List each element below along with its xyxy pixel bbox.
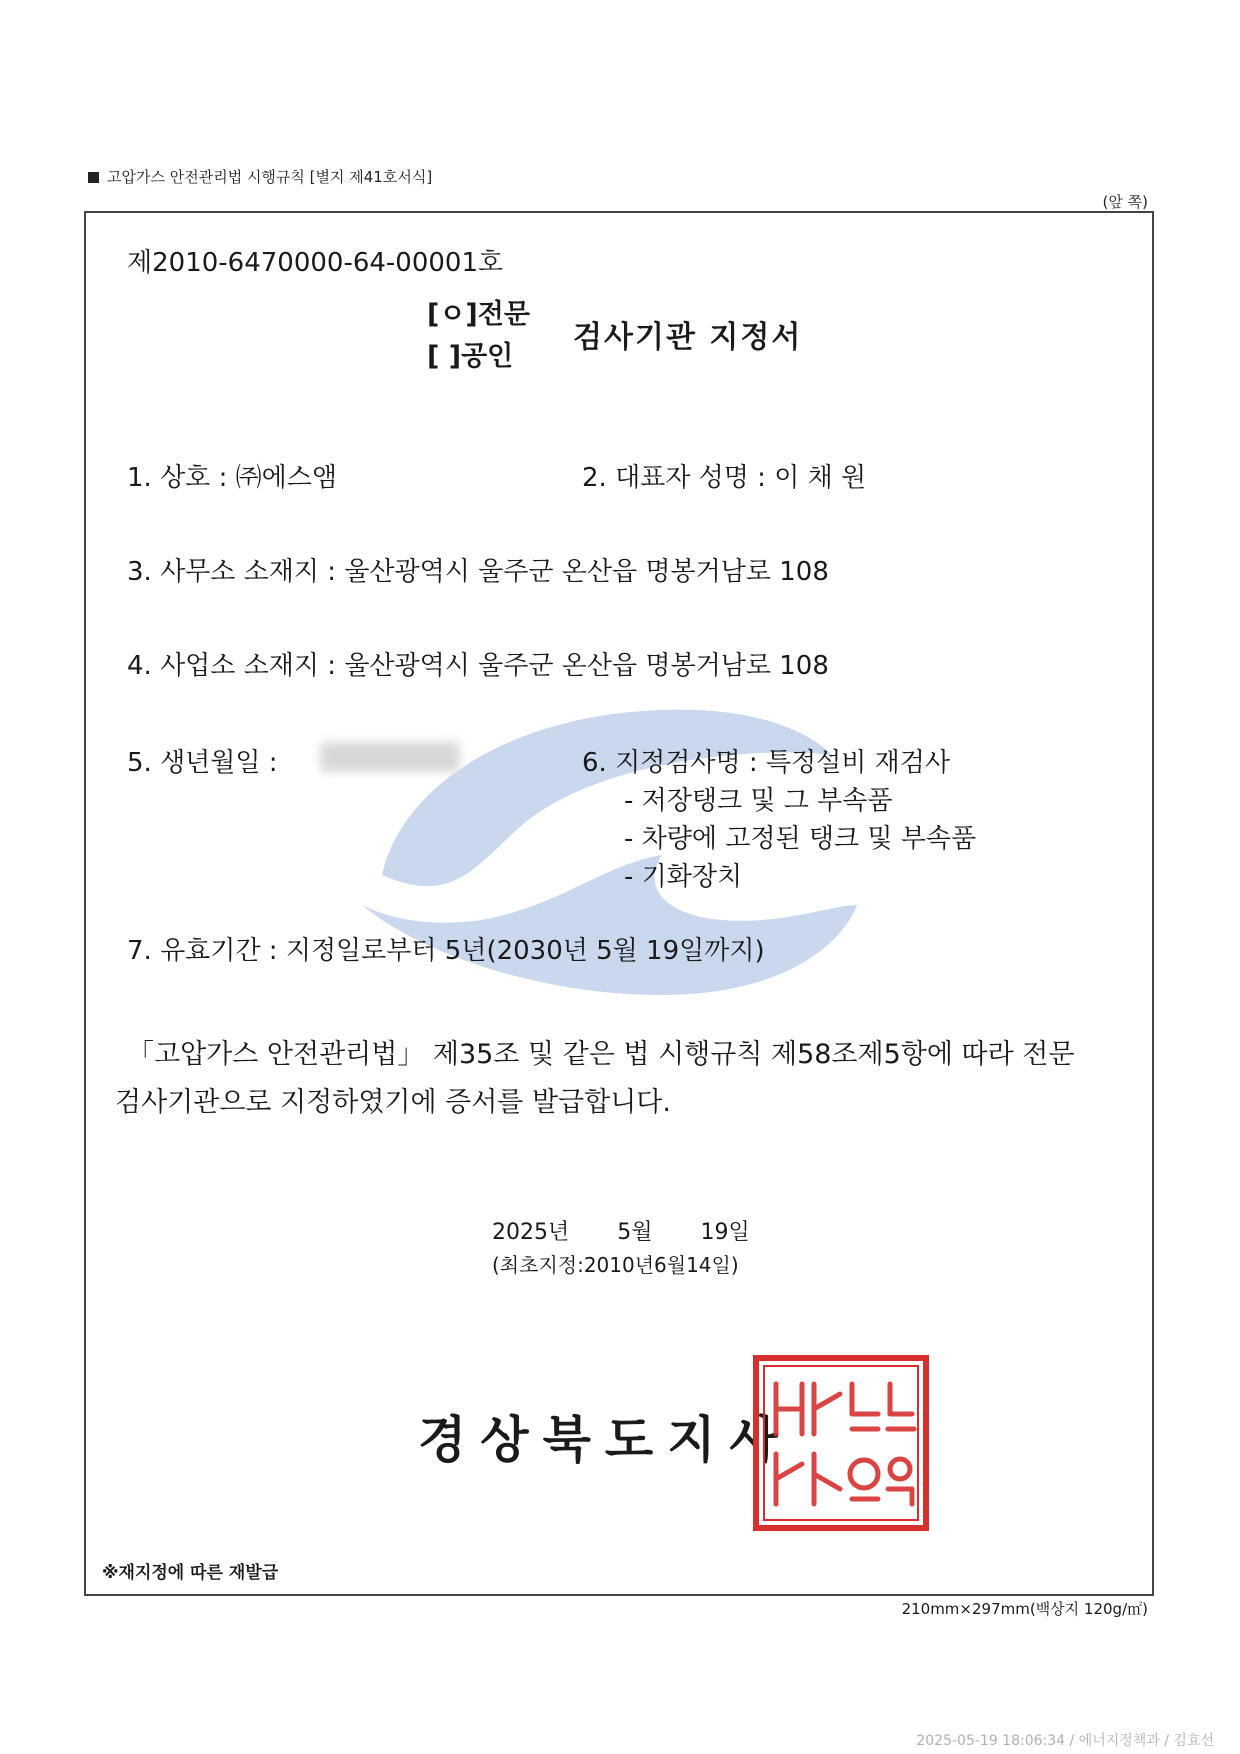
type-option-official: [ ]공인 xyxy=(427,341,514,372)
official-seal-icon xyxy=(752,1354,930,1532)
reissue-note: ※재지정에 따른 재발급 xyxy=(102,1563,279,1583)
issue-date xyxy=(492,1215,750,1246)
square-bullet-icon xyxy=(88,172,99,183)
form-label: 고압가스 안전관리법 시행규칙 [별지 제41호서식] xyxy=(88,166,432,187)
inspection-name-field: 6. 지정검사명 : 특정설비 재검사 xyxy=(582,748,951,778)
redacted-birth-date xyxy=(320,742,460,772)
issue-day: 19일 xyxy=(700,1220,750,1245)
paper-spec: 210mm×297mm(백상지 120g/㎡) xyxy=(901,1600,1148,1618)
representative-field: 2. 대표자 성명 : 이 채 원 xyxy=(582,463,867,493)
side-label: (앞 쪽) xyxy=(1102,193,1148,211)
issue-month: 5월 xyxy=(617,1220,653,1245)
statement-line: 「고압가스 안전관리법」 제35조 및 같은 법 시행규칙 제58조제5항에 따라 전문 xyxy=(127,1039,1075,1070)
inspection-item: - 차량에 고정된 탱크 및 부속품 xyxy=(624,824,977,854)
print-timestamp: 2025-05-19 18:06:34 / 에너지정책과 / 김효선 xyxy=(916,1733,1214,1749)
original-designation-date: (최초지정:2010년6월14일) xyxy=(492,1253,739,1277)
validity-field: 7. 유효기간 : 지정일로부터 5년(2030년 5월 19일까지) xyxy=(127,936,765,966)
statement-line: 검사기관으로 지정하였기에 증서를 발급합니다. xyxy=(115,1087,671,1118)
document-title: 검사기관 지정서 xyxy=(573,320,803,355)
business-address-field: 4. 사업소 소재지 : 울산광역시 울주군 온산읍 명봉거남로 108 xyxy=(127,651,829,681)
certificate-number: 제2010-6470000-64-00001호 xyxy=(127,248,504,278)
issue-year: 2025년 xyxy=(492,1220,570,1245)
birth-date-label: 5. 생년월일 : xyxy=(127,748,278,778)
inspection-item: - 기화장치 xyxy=(624,862,743,892)
office-address-field: 3. 사무소 소재지 : 울산광역시 울주군 온산읍 명봉거남로 108 xyxy=(127,557,829,587)
company-field: 1. 상호 : ㈜에스앰 xyxy=(127,463,337,493)
issuer-name: 경상북도지사 xyxy=(418,1411,792,1469)
inspection-item: - 저장탱크 및 그 부속품 xyxy=(624,786,893,816)
type-option-professional: [ㅇ]전문 xyxy=(427,299,530,330)
